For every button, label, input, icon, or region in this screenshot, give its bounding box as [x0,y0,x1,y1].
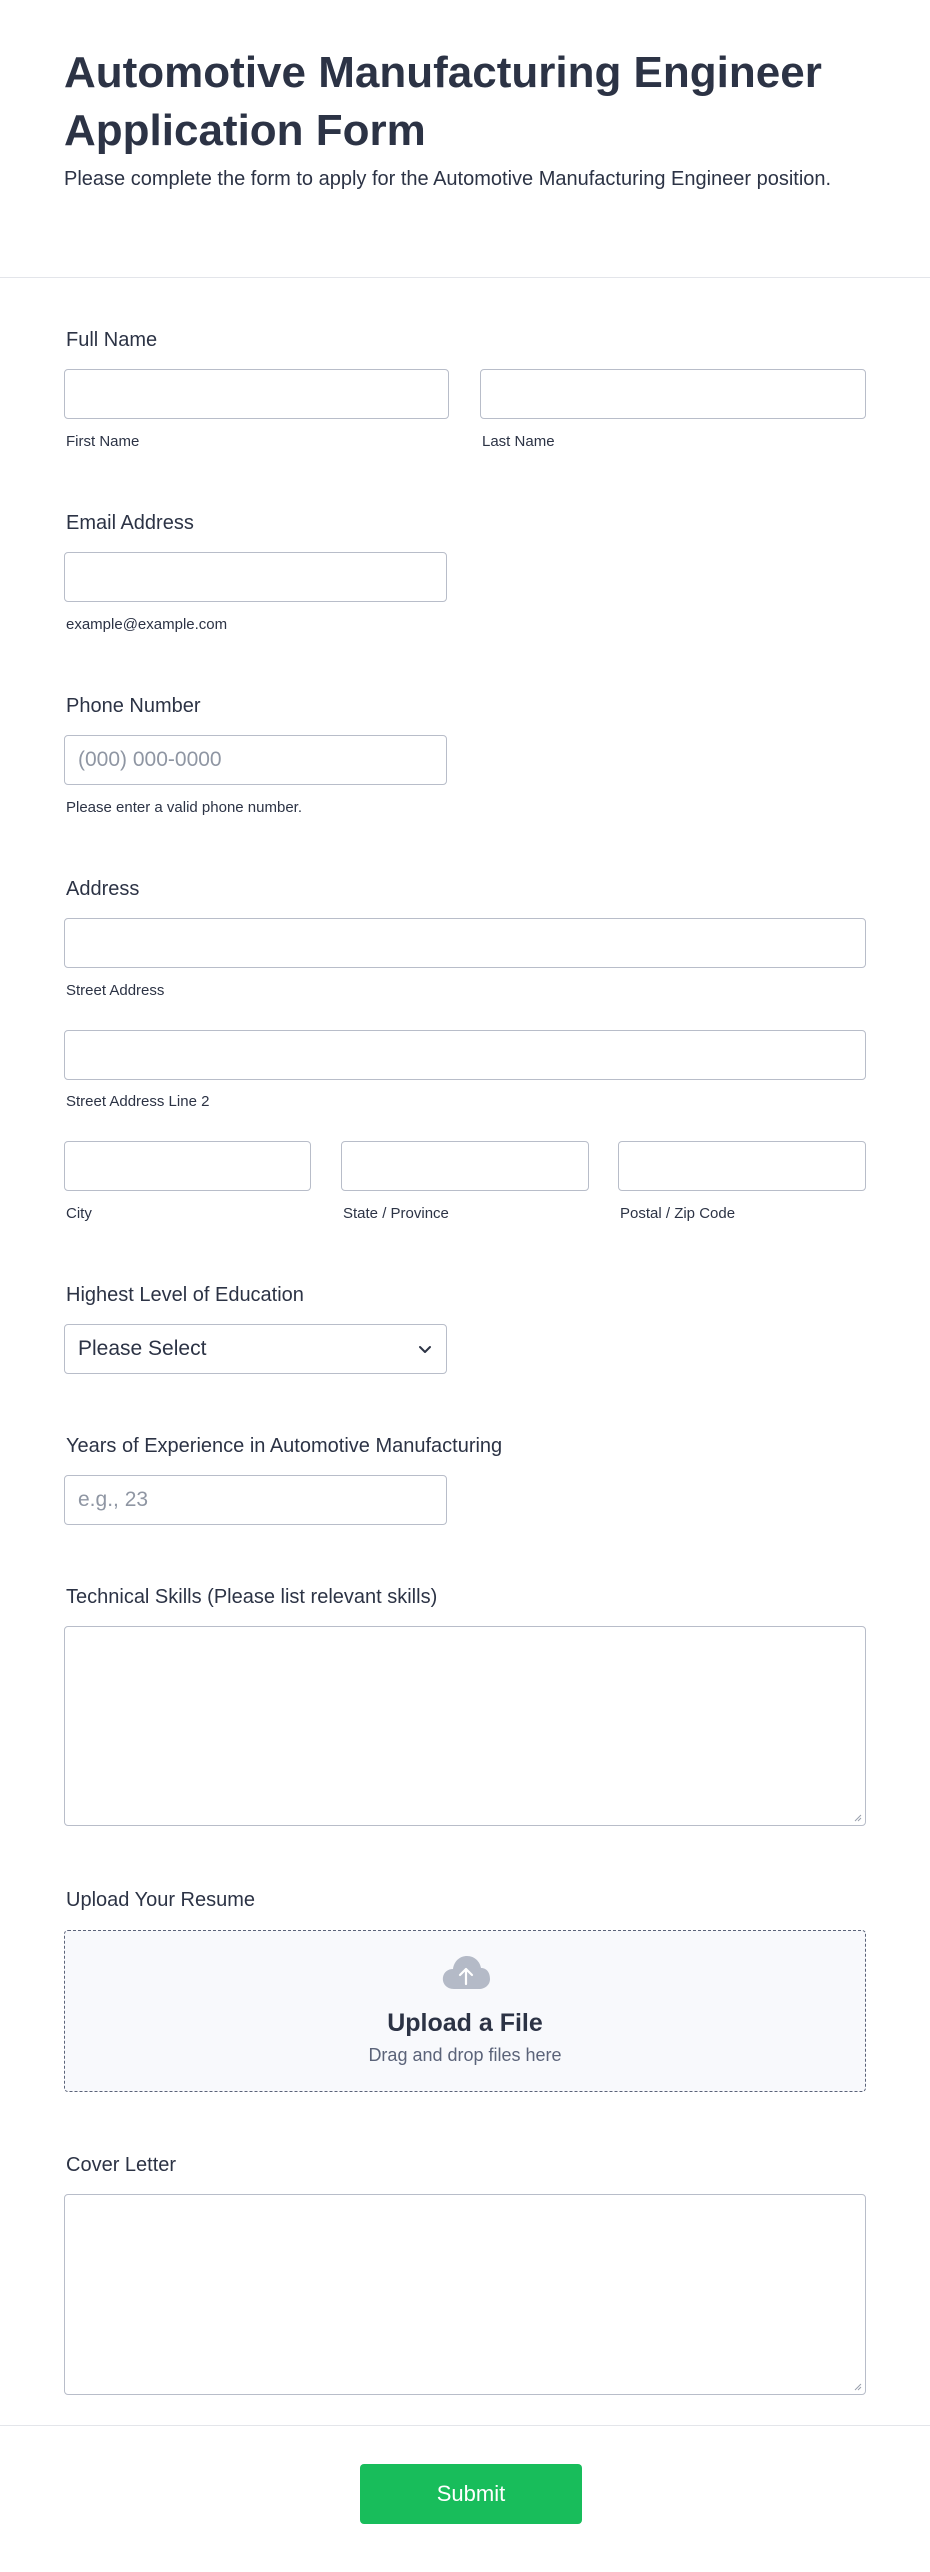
last-name-input[interactable] [480,369,866,419]
first-name-input[interactable] [64,369,449,419]
education-select[interactable] [64,1324,447,1374]
education-selected-value: Please Select [78,1337,207,1360]
form-header [0,0,930,278]
cover-letter-textarea[interactable] [64,2194,866,2395]
submit-button[interactable]: Submit [360,2464,582,2524]
page-subtitle: Please complete the form to apply for the Automotive Manufacturing Engineer position. [64,168,832,190]
city-input[interactable] [64,1141,311,1191]
zip-sublabel: Postal / Zip Code [620,1205,736,1222]
phone-input[interactable] [64,735,447,785]
upload-subtitle: Drag and drop files here [368,2045,562,2065]
first-name-sublabel: First Name [66,433,140,450]
zip-input[interactable] [618,1141,866,1191]
email-sublabel: example@example.com [66,616,228,633]
skills-textarea[interactable] [64,1626,866,1826]
resume-label: Upload Your Resume [66,1889,256,1911]
street-address-input[interactable] [64,918,866,968]
resume-upload-dropzone[interactable] [64,1930,866,2092]
city-sublabel: City [66,1205,92,1222]
upload-title: Upload a File [387,2009,543,2037]
street-address-sublabel: Street Address [66,982,165,999]
full-name-label: Full Name [66,329,158,351]
skills-label: Technical Skills (Please list relevant skills) [66,1586,438,1608]
email-label: Email Address [66,512,194,534]
state-sublabel: State / Province [343,1205,449,1222]
cover-letter-label: Cover Letter [66,2154,177,2176]
page-title: Automotive Manufacturing Engineer Application Form [64,48,822,155]
cloud-upload-icon [441,1955,491,1991]
address-label: Address [66,878,140,900]
email-input[interactable] [64,552,447,602]
experience-input[interactable] [64,1475,447,1525]
experience-label: Years of Experience in Automotive Manufacturing [66,1435,503,1457]
footer-divider [0,2425,930,2426]
phone-sublabel: Please enter a valid phone number. [66,799,302,816]
last-name-sublabel: Last Name [482,433,555,450]
resize-handle-icon[interactable] [852,2381,862,2391]
street-address-line2-sublabel: Street Address Line 2 [66,1093,210,1110]
education-label: Highest Level of Education [66,1284,304,1306]
state-input[interactable] [341,1141,589,1191]
phone-label: Phone Number [66,695,201,717]
chevron-down-icon [417,1341,433,1357]
street-address-line2-input[interactable] [64,1030,866,1080]
resize-handle-icon[interactable] [852,1812,862,1822]
